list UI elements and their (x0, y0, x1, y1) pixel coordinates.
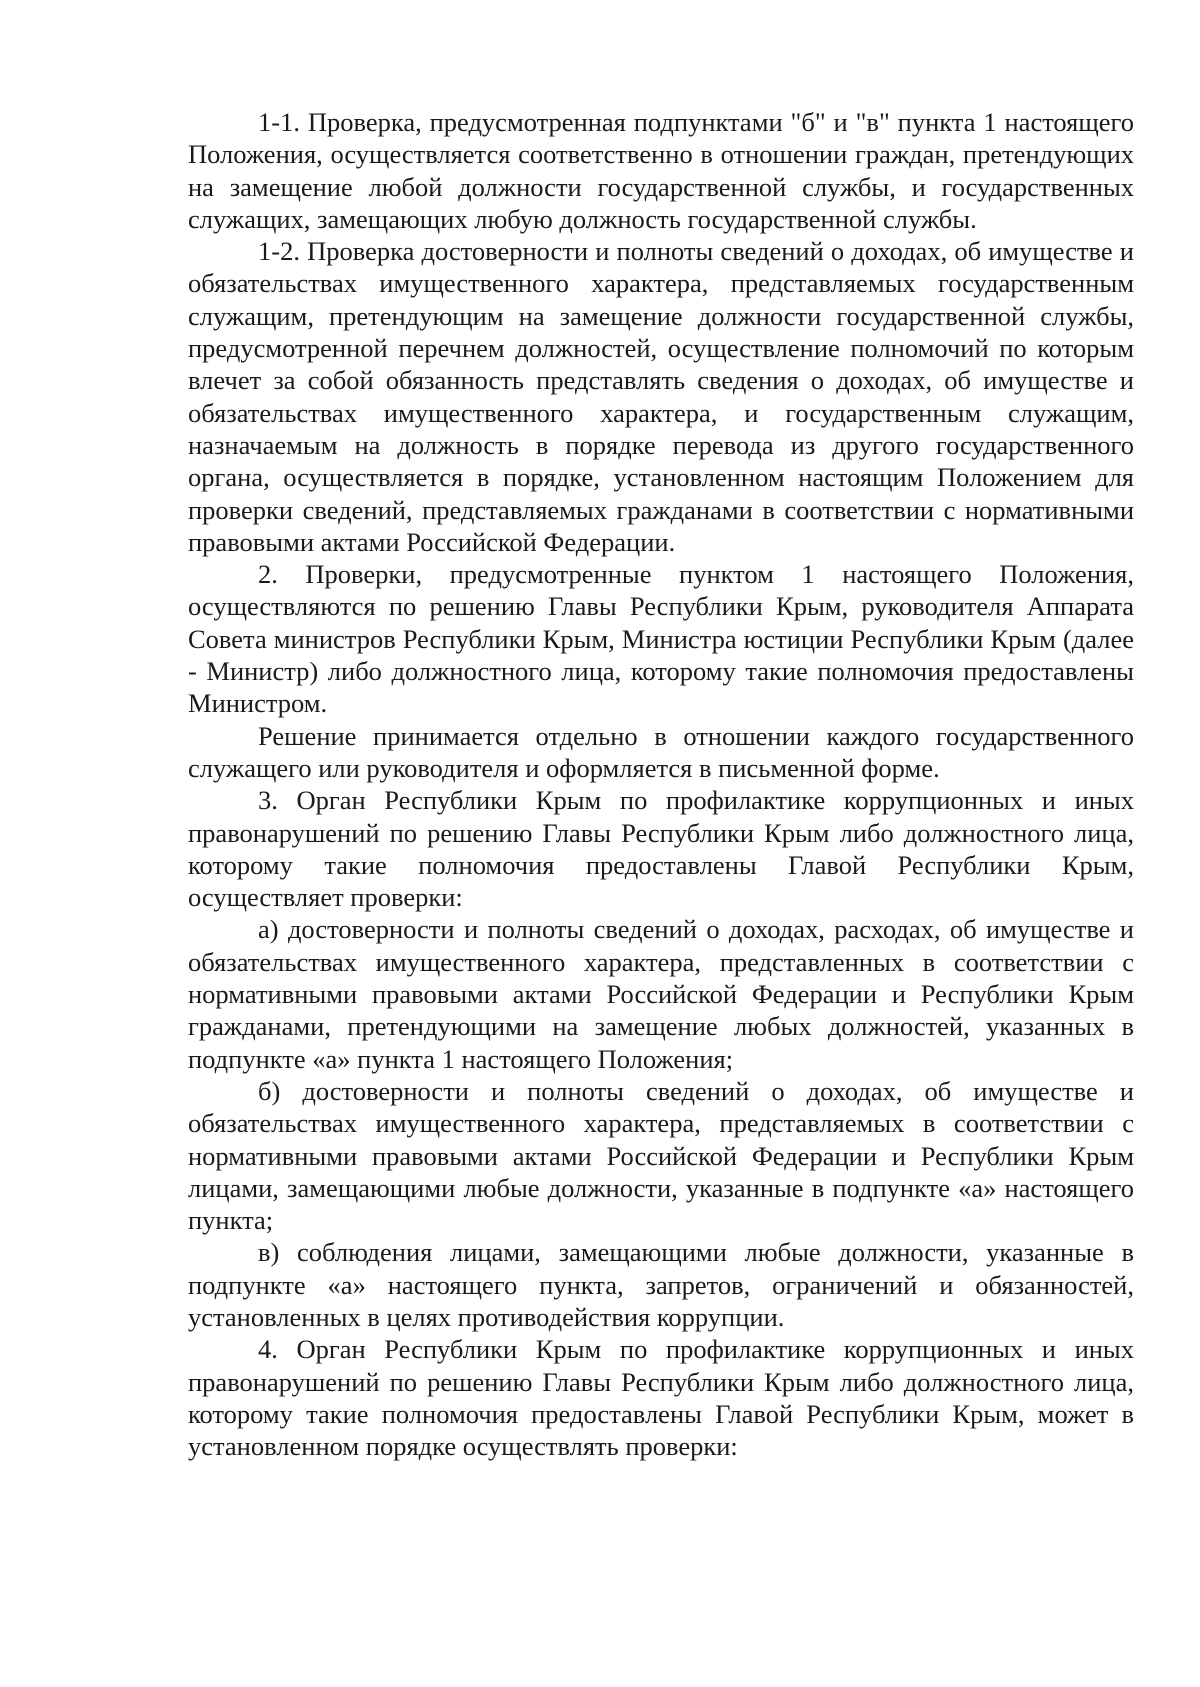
paragraph-3-a: а) достоверности и полноты сведений о доходах, расходах, об имуществе и обязательствах имущественного характера, представленных в соответствии с нормативными правовыми актами Российской Федерации и Республики Крым гражданами, претендующими на замещение любых должностей, указанных в подпункте «а» пункта 1 настоящего Положения; (188, 914, 1134, 1074)
paragraph-3-v: в) соблюдения лицами, замещающими любые должности, указанные в подпункте «а» настоящего пункта, запретов, ограничений и обязанностей, установленных в целях противодействия коррупции. (188, 1237, 1134, 1332)
paragraph-2: 2. Проверки, предусмотренные пунктом 1 настоящего Положения, осуществляются по решению Главы Республики Крым, руководителя Аппарата Совета министров Республики Крым, Министра юстиции Республики Крым (далее - Министр) либо должностного лица, которому такие полномочия предоставлены Министром. (188, 559, 1134, 719)
paragraph-1-2: 1-2. Проверка достоверности и полноты сведений о доходах, об имуществе и обязательствах имущественного характера, представляемых государственным служащим, претендующим на замещение должности государственной службы, предусмотренной перечнем должностей, осуществление полномочий по которым влечет за собой обязанность представлять сведения о доходах, об имуществе и обязательствах имущественного характера, и государственным служащим, назначаемым на должность в порядке перевода из другого государственного органа, осуществляется в порядке, установленном настоящим Положением для проверки сведений, представляемых гражданами в соответствии с нормативными правовыми актами Российской Федерации. (188, 236, 1134, 557)
paragraph-3-b: б) достоверности и полноты сведений о доходах, об имуществе и обязательствах имущественного характера, представляемых в соответствии с нормативными правовыми актами Российской Федерации и Республики Крым лицами, замещающими любые должности, указанные в подпункте «а» настоящего пункта; (188, 1075, 1134, 1236)
paragraph-1-1: 1-1. Проверка, предусмотренная подпунктами "б" и "в" пункта 1 настоящего Положения, осуществляется соответственно в отношении граждан, претендующих на замещение любой должности государственной службы, и государственных служащих, замещающих любую должность государственной службы. (188, 107, 1134, 234)
paragraph-decision: Решение принимается отдельно в отношении каждого государственного служащего или руководителя и оформляется в письменной форме. (188, 720, 1134, 783)
document-page (188, 106, 1134, 1462)
paragraph-4: 4. Орган Республики Крым по профилактике коррупционных и иных правонарушений по решению Главы Республики Крым либо должностного лица, которому такие полномочия предоставлены Главой Республики Крым, может в установленном порядке осуществлять проверки: (188, 1334, 1134, 1462)
paragraph-3: 3. Орган Республики Крым по профилактике коррупционных и иных правонарушений по решению Главы Республики Крым либо должностного лица, которому такие полномочия предоставлены Главой Республики Крым, осуществляет проверки: (188, 785, 1134, 913)
